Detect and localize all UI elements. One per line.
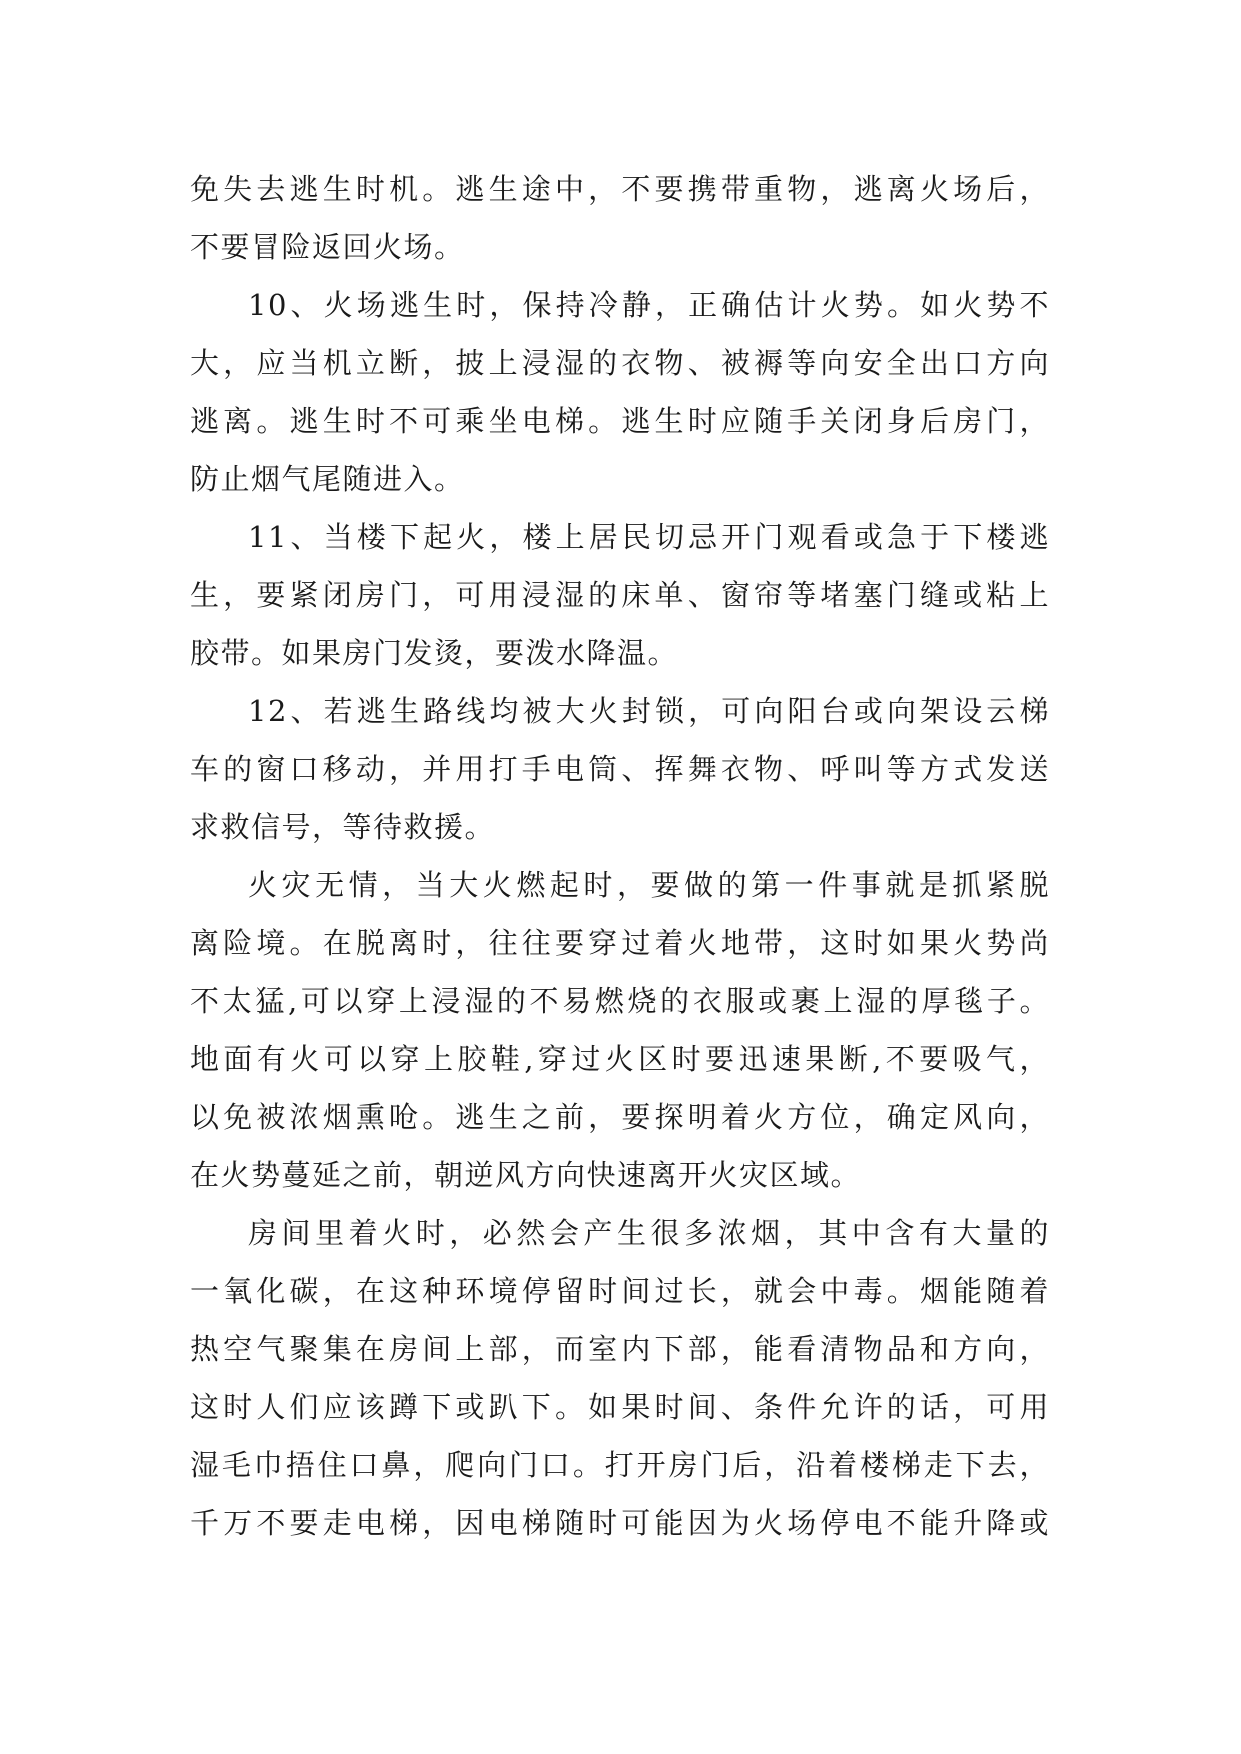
text-line: 离险境。在脱离时，往往要穿过着火地带，这时如果火势尚	[190, 926, 1050, 960]
text-line: 求救信号，等待救援。	[190, 810, 496, 844]
paragraph-start-line: 火灾无情，当大火燃起时，要做的第一件事就是抓紧脱	[248, 868, 1050, 902]
text-line: 生，要紧闭房门，可用浸湿的床单、窗帘等堵塞门缝或粘上	[190, 578, 1050, 612]
text-line: 这时人们应该蹲下或趴下。如果时间、条件允许的话，可用	[190, 1390, 1050, 1424]
text-line: 热空气聚集在房间上部，而室内下部，能看清物品和方向，	[190, 1332, 1050, 1366]
text-line: 胶带。如果房门发烫，要泼水降温。	[190, 636, 679, 670]
text-line: 地面有火可以穿上胶鞋,穿过火区时要迅速果断,不要吸气，	[190, 1042, 1050, 1076]
paragraph-start-line: 10、火场逃生时，保持冷静，正确估计火势。如火势不	[248, 288, 1050, 322]
paragraph-start-line: 11、当楼下起火，楼上居民切忌开门观看或急于下楼逃	[248, 520, 1050, 554]
document-body	[190, 160, 1050, 1552]
paragraph-start-line: 房间里着火时，必然会产生很多浓烟，其中含有大量的	[248, 1216, 1050, 1250]
text-line: 防止烟气尾随进入。	[190, 462, 465, 496]
text-line: 免失去逃生时机。逃生途中，不要携带重物，逃离火场后，	[190, 172, 1050, 206]
text-line: 不要冒险返回火场。	[190, 230, 465, 264]
text-line: 以免被浓烟熏呛。逃生之前，要探明着火方位，确定风向，	[190, 1100, 1050, 1134]
text-line: 逃离。逃生时不可乘坐电梯。逃生时应随手关闭身后房门，	[190, 404, 1050, 438]
text-line: 大，应当机立断，披上浸湿的衣物、被褥等向安全出口方向	[190, 346, 1050, 380]
text-line: 湿毛巾捂住口鼻，爬向门口。打开房门后，沿着楼梯走下去，	[190, 1448, 1050, 1482]
text-line: 车的窗口移动，并用打手电筒、挥舞衣物、呼叫等方式发送	[190, 752, 1050, 786]
text-line: 一氧化碳，在这种环境停留时间过长，就会中毒。烟能随着	[190, 1274, 1050, 1308]
text-line: 在火势蔓延之前，朝逆风方向快速离开火灾区域。	[190, 1158, 862, 1192]
paragraph-start-line: 12、若逃生路线均被大火封锁，可向阳台或向架设云梯	[248, 694, 1050, 728]
text-line: 不太猛,可以穿上浸湿的不易燃烧的衣服或裹上湿的厚毯子。	[190, 984, 1050, 1018]
text-line: 千万不要走电梯，因电梯随时可能因为火场停电不能升降或	[190, 1506, 1050, 1540]
